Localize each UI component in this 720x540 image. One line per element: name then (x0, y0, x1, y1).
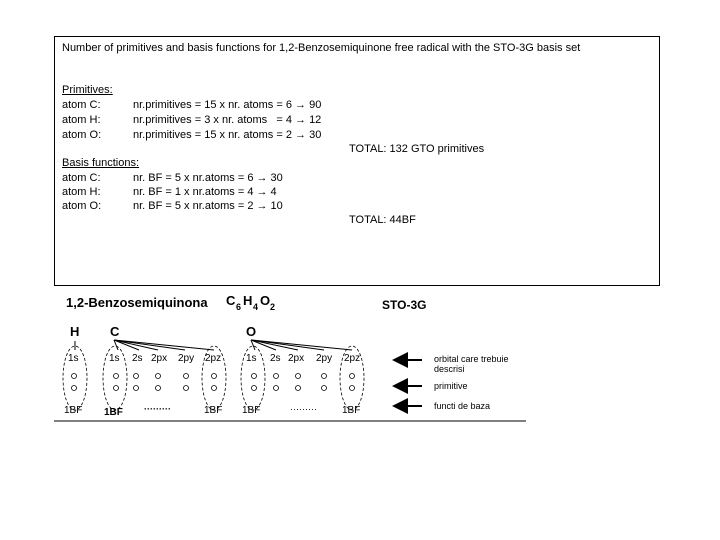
bf-label-c: atom C: (62, 172, 101, 184)
orbital-o-2pz: 2pz (344, 353, 361, 364)
dots-c: ········· (144, 404, 171, 414)
legend-function: functi de baza (434, 401, 491, 411)
dots-o: ········· (290, 404, 317, 414)
formula-h-n: 4 (253, 302, 259, 312)
heading: Number of primitives and basis functions for 1,2-Benzosemiquinone free radical with the STO-3G basis set (62, 42, 581, 54)
prim-label-h: atom H: (62, 114, 101, 126)
orbital-o-2s: 2s (270, 353, 281, 364)
formula-h: H (243, 293, 253, 308)
atom-h: H (70, 324, 80, 339)
orbital-c-2px: 2px (151, 353, 168, 364)
bf-formula-o: nr. BF = 5 x nr.atoms = 2 → 10 (133, 200, 283, 212)
prim-formula-c: nr.primitives = 15 x nr. atoms = 6 → 90 (133, 99, 322, 111)
bf-label-c2: 1BF (204, 405, 223, 416)
bf-label-o2: 1BF (342, 405, 361, 416)
bf-label-h: atom H: (62, 186, 101, 198)
orbital-c-2s: 2s (132, 353, 143, 364)
atom-o: O (246, 324, 257, 339)
formula-c: C (226, 293, 236, 308)
orbital-o-1s: 1s (246, 353, 257, 364)
formula-o-n: 2 (270, 302, 276, 312)
bf-formula-c: nr. BF = 5 x nr.atoms = 6 → 30 (133, 172, 283, 184)
orbital-diagram (54, 290, 534, 430)
molecule-name: 1,2-Benzosemiquinona (66, 295, 208, 310)
primitive-circles (72, 374, 355, 391)
info-box (54, 36, 660, 286)
orbital-o-2px: 2px (288, 353, 305, 364)
basis-set-label: STO-3G (382, 298, 427, 312)
basis-total: TOTAL: 44BF (349, 214, 416, 226)
prim-label-c: atom C: (62, 99, 101, 111)
atom-c: C (110, 324, 120, 339)
formula-c-n: 6 (236, 302, 242, 312)
prim-label-o: atom O: (62, 129, 102, 141)
orbital-c-2pz: 2pz (205, 353, 222, 364)
bf-label-o1: 1BF (242, 405, 261, 416)
molecular-formula (226, 293, 275, 312)
basis-title: Basis functions: (62, 157, 140, 169)
prim-formula-o: nr.primitives = 15 x nr. atoms = 2 → 30 (133, 129, 322, 141)
orbital-c-2py: 2py (178, 353, 195, 364)
formula-o: O (260, 293, 271, 308)
primitives-title: Primitives: (62, 84, 113, 96)
orbital-o-2py: 2py (316, 353, 333, 364)
bf-label-c1: 1BF (104, 407, 123, 418)
bf-label-o: atom O: (62, 200, 102, 212)
orbital-c-1s: 1s (109, 353, 120, 364)
legend-orbital-2: descrisi (434, 364, 465, 374)
legend-orbital-1: orbital care trebuie (434, 354, 509, 364)
primitives-total: TOTAL: 132 GTO primitives (349, 143, 485, 155)
prim-formula-h: nr.primitives = 3 x nr. atoms = 4 → 12 (133, 114, 322, 126)
bf-label-h: 1BF (64, 405, 83, 416)
bf-formula-h: nr. BF = 1 x nr.atoms = 4 → 4 (133, 186, 277, 198)
orbital-h-1s: 1s (68, 353, 79, 364)
legend-primitive: primitive (434, 381, 468, 391)
